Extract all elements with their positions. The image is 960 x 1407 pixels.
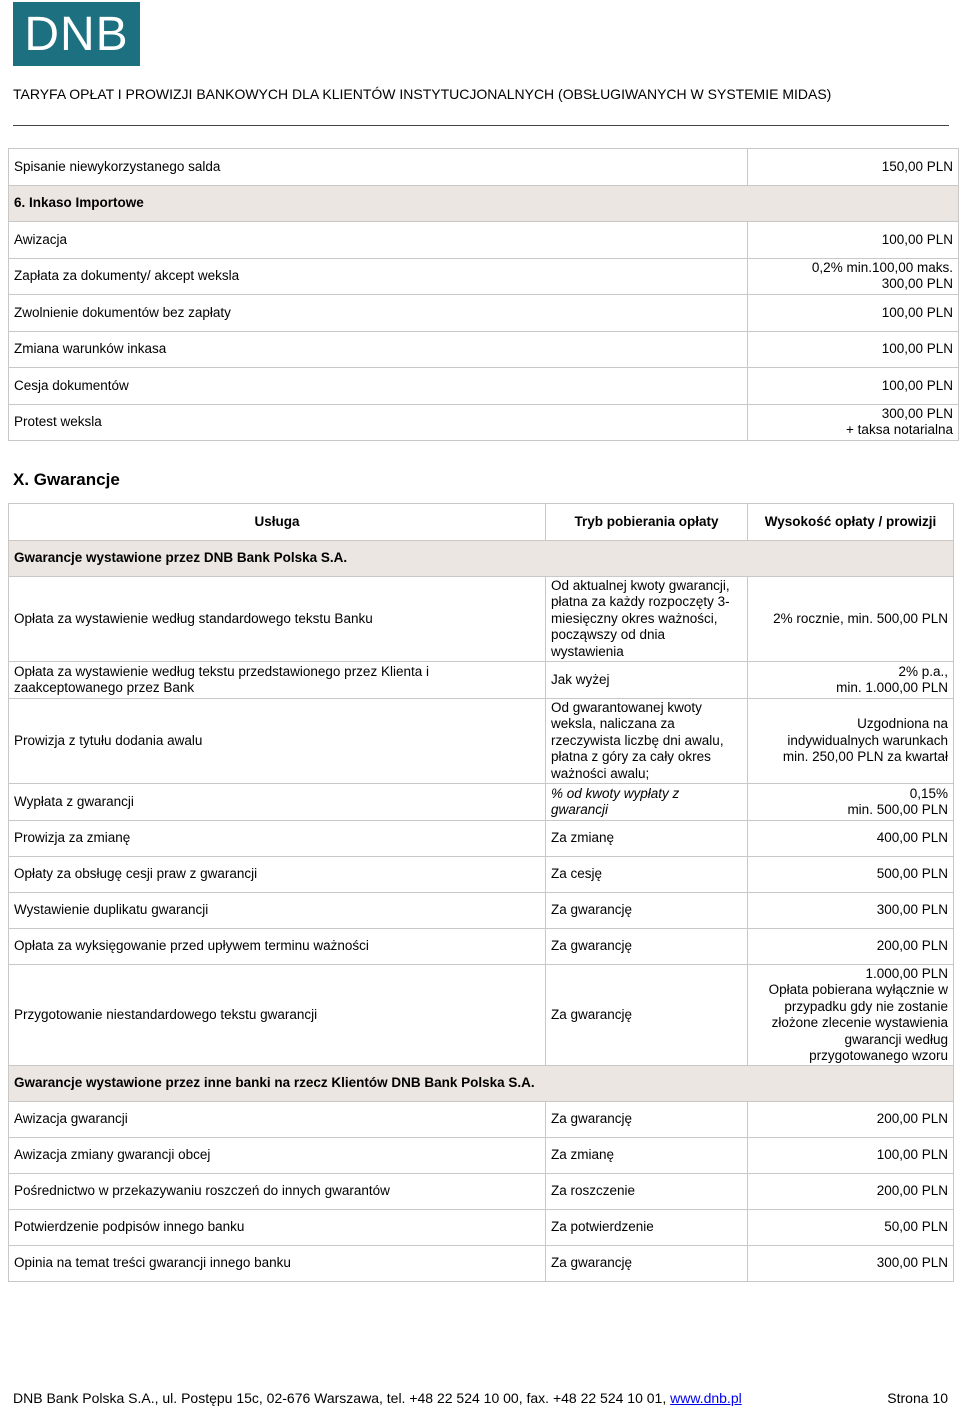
- service-name: Opinia na temat treści gwarancji innego banku: [9, 1246, 546, 1282]
- mode-cell: Za roszczenie: [546, 1174, 748, 1210]
- section-row: [9, 185, 959, 222]
- fee-line: min. 1.000,00 PLN: [836, 680, 948, 695]
- mode-cell: [546, 699, 748, 784]
- mode-line: płatna z góry za cały okres: [551, 749, 711, 765]
- mode-cell: [546, 577, 748, 662]
- document-title: TARYFA OPŁAT I PROWIZJI BANKOWYCH DLA KLIENTÓW INSTYTUCJONALNYCH (OBSŁUGIWANYCH W SYSTEMIE MIDAS): [13, 86, 832, 102]
- mode-line: Jak wyżej: [551, 671, 610, 687]
- footer-address: [13, 1390, 742, 1406]
- fee-cell: [748, 699, 954, 784]
- service-line: zaakceptowanego przez Bank: [14, 680, 195, 695]
- mode-line: % od kwoty wypłaty z: [551, 785, 680, 801]
- section-title: X. Gwarancje: [13, 470, 120, 489]
- mode-cell: Za potwierdzenie: [546, 1210, 748, 1246]
- mode-cell: [546, 662, 748, 699]
- service-name: Opłaty za obsługę cesji praw z gwarancji: [9, 857, 546, 893]
- mode-cell: Za gwarancję: [546, 965, 748, 1066]
- mode-line: rzeczywista liczbę dni awalu,: [551, 732, 724, 748]
- table-row: [9, 784, 954, 821]
- service-name: Przygotowanie niestandardowego tekstu gwarancji: [9, 965, 546, 1066]
- service-name: Zapłata za dokumenty/ akcept weksla: [9, 258, 748, 295]
- group-label: Gwarancje wystawione przez inne banki na rzecz Klientów DNB Bank Polska S.A.: [9, 1066, 954, 1102]
- fee-value: 100,00 PLN: [748, 368, 959, 405]
- service-name: Awizacja gwarancji: [9, 1102, 546, 1138]
- mode-cell: Za zmianę: [546, 821, 748, 857]
- fee-line: 1.000,00 PLN: [865, 965, 948, 981]
- fee-line: przygotowanego wzoru: [809, 1048, 948, 1063]
- website-link[interactable]: www.dnb.pl: [670, 1390, 742, 1406]
- mode-cell: Za gwarancję: [546, 1102, 748, 1138]
- fee-value: [748, 258, 959, 295]
- service-name: Zwolnienie dokumentów bez zapłaty: [9, 295, 748, 332]
- service-name: Cesja dokumentów: [9, 368, 748, 405]
- fee-cell: 100,00 PLN: [748, 1138, 954, 1174]
- logo-text: DNB: [24, 7, 129, 61]
- mode-line: weksla, naliczana za: [551, 716, 675, 732]
- fee-line: 300,00 PLN: [881, 405, 953, 421]
- service-name: Prowizja z tytułu dodania awalu: [9, 699, 546, 784]
- table-header-row: [9, 504, 954, 541]
- table-row: [9, 404, 959, 441]
- section-label: 6. Inkaso Importowe: [9, 185, 959, 222]
- fee-value: 100,00 PLN: [748, 222, 959, 259]
- fee-cell: [748, 577, 954, 662]
- header-service: Usługa: [9, 504, 546, 541]
- mode-line: płatna za każdy rozpoczęty 3-: [551, 594, 730, 610]
- service-name: Wystawienie duplikatu gwarancji: [9, 893, 546, 929]
- service-name: Opłata za wystawienie według standardowego tekstu Banku: [9, 577, 546, 662]
- table-row: [9, 1102, 954, 1138]
- fee-cell: 500,00 PLN: [748, 857, 954, 893]
- fee-cell: 200,00 PLN: [748, 1102, 954, 1138]
- service-line: Opłata za wystawienie według tekstu przedstawionego przez Klienta i: [14, 663, 429, 679]
- mode-cell: Za gwarancję: [546, 929, 748, 965]
- header-fee: Wysokość opłaty / prowizji: [748, 504, 954, 541]
- table-row: [9, 368, 959, 405]
- page-number: Strona 10: [887, 1390, 948, 1406]
- fee-cell: [748, 965, 954, 1066]
- service-name: Opłata za wyksięgowanie przed upływem terminu ważności: [9, 929, 546, 965]
- fee-cell: 400,00 PLN: [748, 821, 954, 857]
- fee-value: 100,00 PLN: [748, 331, 959, 368]
- fee-value: [748, 404, 959, 441]
- table-row: [9, 893, 954, 929]
- fee-line: 2% p.a.,: [898, 663, 948, 679]
- service-name: Awizacja: [9, 222, 748, 259]
- table-row: [9, 331, 959, 368]
- fee-line: 0,2% min.100,00 maks.: [811, 259, 953, 275]
- mode-line: gwarancji: [551, 802, 609, 817]
- section-row: [9, 1066, 954, 1102]
- service-name: Prowizja za zmianę: [9, 821, 546, 857]
- fee-value: 100,00 PLN: [748, 295, 959, 332]
- fee-line: Uzgodniona na: [857, 716, 948, 732]
- fee-cell: [748, 662, 954, 699]
- group-label: Gwarancje wystawione przez DNB Bank Polska S.A.: [9, 541, 954, 577]
- table-row: [9, 295, 959, 332]
- fee-line: 300,00 PLN: [881, 276, 953, 292]
- mode-line: ważności awalu;: [551, 765, 650, 781]
- service-name: Protest weksla: [9, 404, 748, 441]
- fee-line: Opłata pobierana wyłącznie w: [768, 982, 948, 997]
- table-row: [9, 929, 954, 965]
- fee-cell: 300,00 PLN: [748, 893, 954, 929]
- service-name: Wypłata z gwarancji: [9, 784, 546, 821]
- header-divider: [13, 125, 949, 126]
- service-name: Awizacja zmiany gwarancji obcej: [9, 1138, 546, 1174]
- table-row: [9, 149, 959, 186]
- fee-line: + taksa notarialna: [846, 422, 953, 438]
- fee-line: 0,15%: [909, 785, 948, 801]
- table-row: [9, 1138, 954, 1174]
- table-row: [9, 1174, 954, 1210]
- mode-line: Od gwarantowanej kwoty: [551, 699, 702, 715]
- mode-line: Od aktualnej kwoty gwarancji,: [551, 577, 730, 593]
- table-row: [9, 1246, 954, 1282]
- table-row: [9, 1210, 954, 1246]
- table-row: [9, 699, 954, 784]
- mode-cell: [546, 784, 748, 821]
- table-row: [9, 258, 959, 295]
- mode-cell: Za cesję: [546, 857, 748, 893]
- table-row: [9, 821, 954, 857]
- fee-line: gwarancji według: [844, 1031, 948, 1047]
- service-name: Zmiana warunków inkasa: [9, 331, 748, 368]
- table-row: [9, 857, 954, 893]
- dnb-logo: [13, 2, 140, 66]
- header-mode: Tryb pobierania opłaty: [546, 504, 748, 541]
- fee-value: 150,00 PLN: [748, 149, 959, 186]
- fee-cell: 200,00 PLN: [748, 929, 954, 965]
- fee-cell: 300,00 PLN: [748, 1246, 954, 1282]
- fee-line: min. 500,00 PLN: [847, 802, 948, 817]
- mode-line: miesięczny okres ważności,: [551, 610, 718, 626]
- inkaso-table: [8, 148, 959, 441]
- fee-line: indywidualnych warunkach: [787, 732, 948, 748]
- fee-cell: 200,00 PLN: [748, 1174, 954, 1210]
- service-name: Spisanie niewykorzystanego salda: [9, 149, 748, 186]
- mode-cell: Za gwarancję: [546, 893, 748, 929]
- service-name: Potwierdzenie podpisów innego banku: [9, 1210, 546, 1246]
- table-row: [9, 965, 954, 1066]
- mode-cell: Za zmianę: [546, 1138, 748, 1174]
- table-row: [9, 577, 954, 662]
- fee-line: min. 250,00 PLN za kwartał: [782, 749, 948, 765]
- table-row: [9, 222, 959, 259]
- service-name: Pośrednictwo w przekazywaniu roszczeń do innych gwarantów: [9, 1174, 546, 1210]
- mode-cell: Za gwarancję: [546, 1246, 748, 1282]
- fee-line: złożone zlecenie wystawienia: [771, 1015, 948, 1030]
- fee-cell: 50,00 PLN: [748, 1210, 954, 1246]
- fee-line: przypadku gdy nie zostanie: [784, 998, 948, 1014]
- table-row: [9, 662, 954, 699]
- footer-address-text: DNB Bank Polska S.A., ul. Postępu 15c, 02-676 Warszawa, tel. +48 22 524 10 00, fax. +48 22 524 10 01,: [13, 1390, 671, 1406]
- fee-cell: [748, 784, 954, 821]
- section-row: [9, 541, 954, 577]
- mode-line: począwszy od dnia: [551, 627, 666, 643]
- mode-line: wystawienia: [551, 643, 624, 659]
- guarantees-table: [8, 503, 954, 1282]
- fee-line: 2% rocznie, min. 500,00 PLN: [773, 610, 948, 626]
- service-name: [9, 662, 546, 699]
